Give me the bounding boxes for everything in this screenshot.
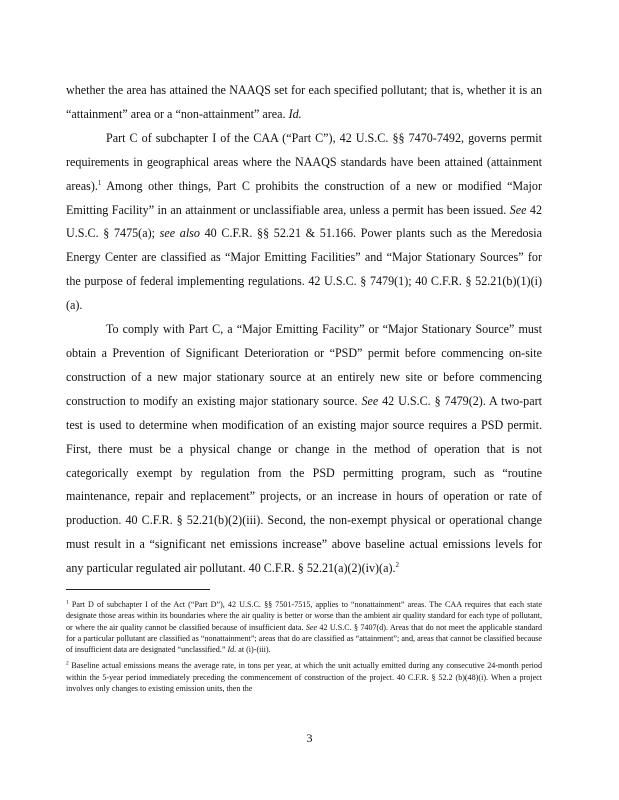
page-number: 3 [306,731,313,745]
footnote-1: $^1$ Part D of subchapter I of the Act (“Part D”), 42 U.S.C. §§ 7501-7515, applies to “nonattainment” areas. The CAA requires that each state designate those areas within its boundaries where the air quality is better or worse than the ambient air quality standard for each type of pollutant, or where the air quality cannot be classified because of insufficient data. See 42 U.S.C. § 7407(d). Areas that do not meet the applicable standard for a particular pollutant are classified as “nonattainment”; areas that do are classified as “attainment”; and, areas that cannot be classified because of insufficient data are designated “unclassified.” Id. at (i)-(iii). [66,599,542,655]
paragraph-continuation: whether the area has attained the NAAQS set for each specified pollutant; that is, whether it is an “attainment” area or a “non-attainment” area. Id. [66,83,542,121]
footnote-ref-2[interactable]: 2 [395,561,399,570]
paragraph-part-c: Part C of subchapter I of the CAA (“Part C”), 42 U.S.C. §§ 7470-7492, governs permit requirements in geographical areas where the NAAQS standards have been attained (attainment areas).$^1$ Among other things, Part C prohibits the construction of a new or modified “Major Emitting Facility” in an attainment or unclassifiable area, unless a permit has been issued. See 42 U.S.C. § 7475(a); see also 40 C.F.R. §§ 52.21 & 51.166. Power plants such as the Meredosia Energy Center are classified as “Major Emitting Facilities” and “Major Stationary Sources” for the purpose of federal implementing regulations. 42 U.S.C. § 7479(1); 40 C.F.R. § 52.21(b)(1)(i)(a). [66,130,542,313]
footnotes [66,599,542,694]
citation-id: Id. [288,106,302,121]
footnote-divider [66,589,210,590]
body-text [66,79,542,581]
footnote-2: $^2$ Baseline actual emissions means the average rate, in tons per year, at which the unit actually emitted during any consecutive 24-month period within the 5-year period immediately preceding the commencement of construction of the project. 40 C.F.R. § 52.2 (b)(48)(i). When a project involves only changes to existing emission units, then the [66,660,542,694]
footnote-ref-1[interactable]: 1 [97,178,102,187]
paragraph-comply: To comply with Part C, a “Major Emitting Facility” or “Major Stationary Source” must obtain a Prevention of Significant Deterioration or “PSD” permit before commencing on-site construction of a new major stationary source at an entirely new site or before commencing construction to modify an existing major stationary source. See 42 U.S.C. § 7479(2). A two-part test is used to determine when modification of an existing major source requires a PSD permit. First, there must be a physical change or change in the method of operation that is not categorically exempt by regulation from the PSD permitting program, such as “routine maintenance, repair and replacement” projects, or an increase in hours of operation or rate of production. 40 C.F.R. § 52.21(b)(2)(iii). Second, the non-exempt physical or operational change must result in a “significant net emissions increase” above baseline actual emissions levels for any particular regulated air pollutant. 40 C.F.R. § 52.21(a)(2)(iv)(a).$^2$ [66,322,542,576]
